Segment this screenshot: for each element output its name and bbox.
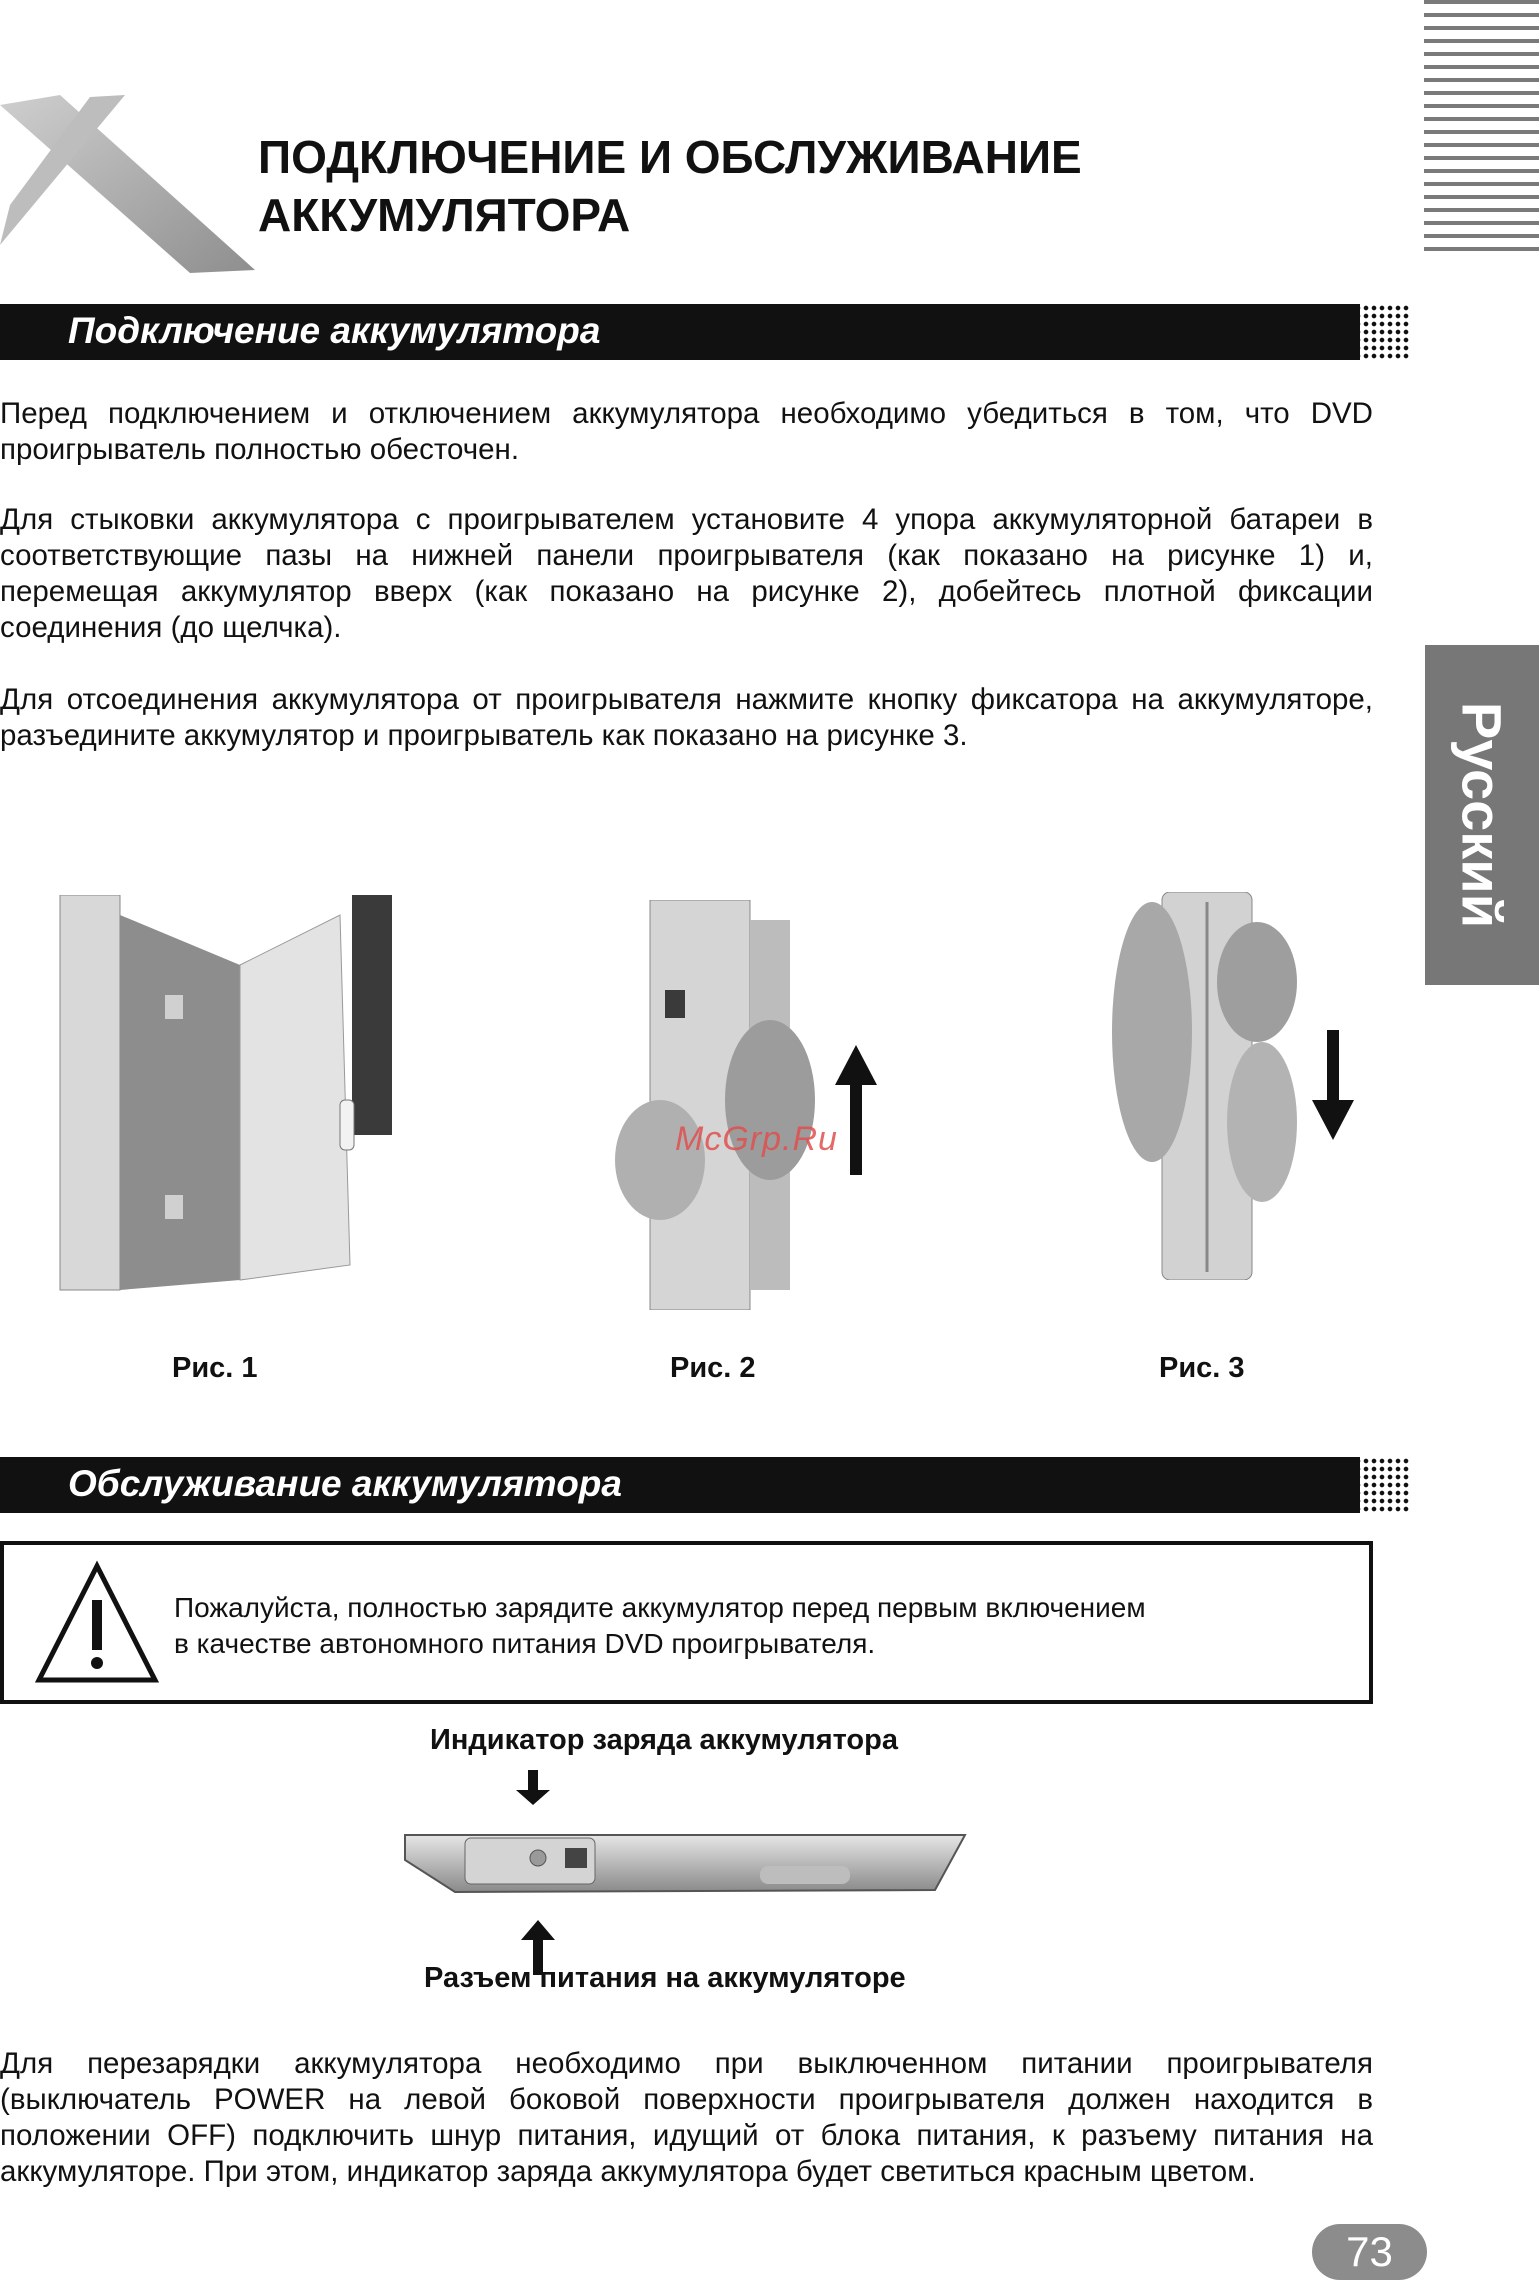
warning-line-1: Пожалуйста, полностью зарядите аккумулятор перед первым включением — [174, 1592, 1146, 1623]
connector-label: Разъем питания на аккумуляторе — [424, 1962, 906, 1994]
section-header-maintenance — [0, 1457, 1400, 1513]
title-line-1: ПОДКЛЮЧЕНИЕ И ОБСЛУЖИВАНИЕ — [258, 131, 1082, 183]
paragraph-detaching: Для отсоединения аккумулятора от проигрывателя нажмите кнопку фиксатора на аккумуляторе, разъедините аккумулятор и проигрыватель как показано на рисунке 3. — [0, 683, 1373, 752]
x-logo-icon — [0, 95, 260, 275]
battery-side-diagram — [395, 1770, 985, 1980]
page-title — [258, 128, 1258, 244]
figure-2-image — [610, 900, 822, 1310]
warning-icon — [34, 1560, 160, 1686]
language-tab — [1425, 645, 1539, 985]
section-heading-connection: Подключение аккумулятора — [68, 310, 601, 351]
edge-lines-decoration — [1424, 0, 1539, 275]
warning-line-2: в качестве автономного питания DVD проигрывателя. — [174, 1628, 876, 1659]
arrow-up-icon — [835, 1045, 877, 1175]
paragraph-recharge: Для перезарядки аккумулятора необходимо при выключенном питании проигрывателя (выключатель POWER на левой боковой поверхности проигрывателя должен находится в положении OFF) подключить шнур питания, идущий от блока питания, к разъему питания на аккумуляторе. При этом, индикатор заряда аккумулятора будет светиться красным цветом. — [0, 2047, 1373, 2188]
figure-2-caption: Рис. 2 — [670, 1352, 756, 1384]
language-tab-label: Русский — [1450, 701, 1514, 929]
title-line-2: АККУМУЛЯТОРА — [258, 189, 631, 241]
watermark-text: McGrp.Ru — [675, 1120, 838, 1158]
paragraph-power-off: Перед подключением и отключением аккумулятора необходимо убедиться в том, что DVD проигрыватель полностью обесточен. — [0, 397, 1373, 466]
paragraph-docking: Для стыковки аккумулятора с проигрывателем установите 4 упора аккумуляторной батареи в соответствующие пазы на нижней панели проигрывателя (как показано на рисунке 1) и, перемещая аккумулятор вверх (как показано на рисунке 2), добейтесь плотной фиксации соединения (до щелчка). — [0, 503, 1373, 644]
indicator-label: Индикатор заряда аккумулятора — [430, 1724, 898, 1756]
arrow-down-icon — [1312, 1030, 1354, 1140]
warning-text — [174, 1590, 1324, 1662]
section-header-connection — [0, 304, 1400, 360]
figure-1-caption: Рис. 1 — [172, 1352, 258, 1384]
figure-3-image — [1112, 892, 1298, 1280]
section-heading-maintenance: Обслуживание аккумулятора — [68, 1463, 622, 1504]
figure-1-image — [40, 895, 392, 1295]
figure-3-caption: Рис. 3 — [1159, 1352, 1245, 1384]
page-number-badge: 73 — [1312, 2224, 1427, 2280]
